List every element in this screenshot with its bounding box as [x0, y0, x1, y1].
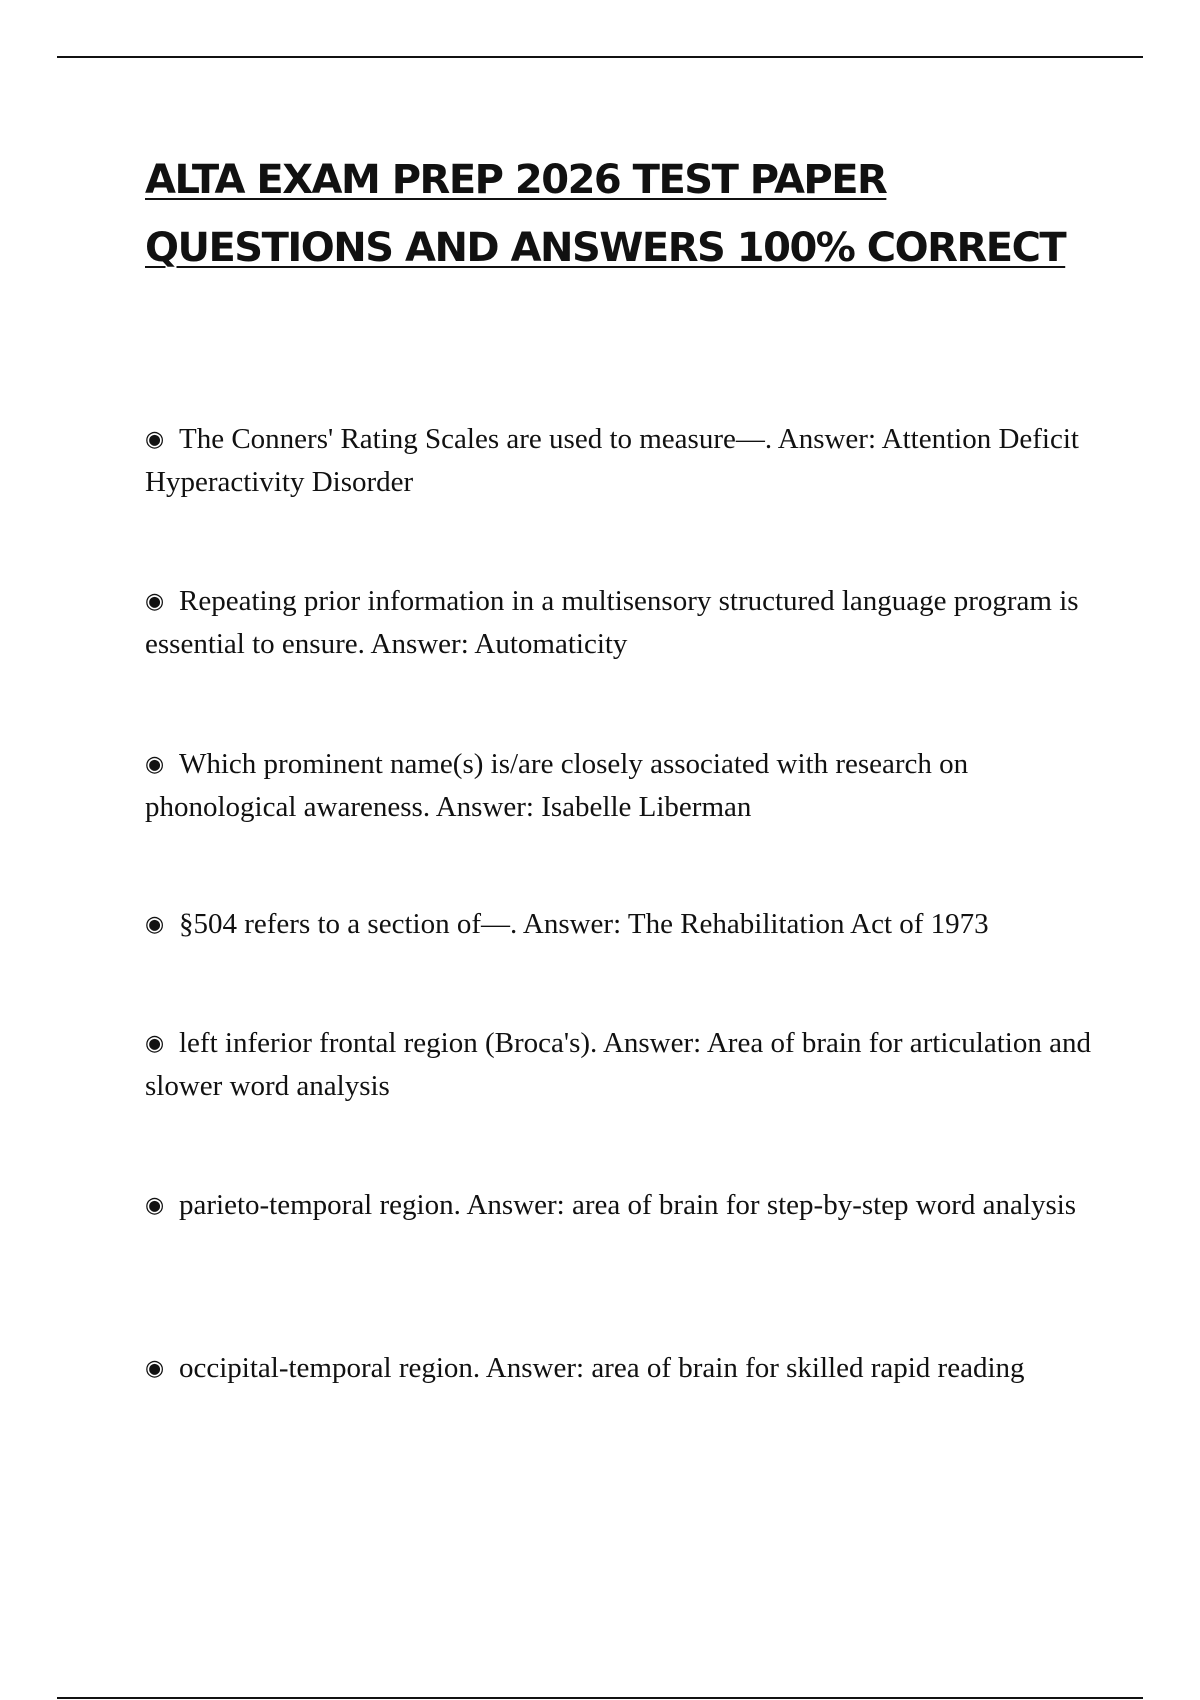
qa-item [145, 1022, 1105, 1107]
qa-item [145, 1347, 1105, 1390]
qa-item-text: §504 refers to a section of—. Answer: The Rehabilitation Act of 1973 [179, 908, 989, 940]
bottom-rule [57, 1697, 1143, 1699]
qa-item [145, 418, 1105, 503]
qa-item [145, 1184, 1105, 1227]
top-rule [57, 56, 1143, 58]
radio-bullet-icon: ◉ [145, 427, 165, 452]
document-title-line-1: ALTA EXAM PREP 2026 TEST PAPER [145, 157, 887, 203]
document-title-line-2: QUESTIONS AND ANSWERS 100% CORRECT [145, 225, 1066, 271]
document-title [145, 146, 1105, 282]
radio-bullet-icon: ◉ [145, 1031, 165, 1056]
qa-item-text: parieto-temporal region. Answer: area of brain for step-by-step word analysis [179, 1189, 1077, 1221]
qa-item-text: Repeating prior information in a multisensory structured language program is essential to ensure. Answer: Automaticity [145, 585, 1079, 660]
qa-item-text: left inferior frontal region (Broca's). Answer: Area of brain for articulation and slower word analysis [145, 1027, 1091, 1102]
qa-item-text: Which prominent name(s) is/are closely associated with research on phonological awareness. Answer: Isabelle Liberman [145, 748, 969, 823]
radio-bullet-icon: ◉ [145, 589, 165, 614]
radio-bullet-icon: ◉ [145, 752, 165, 777]
radio-bullet-icon: ◉ [145, 1356, 165, 1381]
qa-item-text: The Conners' Rating Scales are used to measure—. Answer: Attention Deficit Hyperactivity Disorder [145, 423, 1079, 498]
qa-item [145, 743, 1105, 828]
qa-item [145, 903, 1105, 946]
qa-item-text: occipital-temporal region. Answer: area of brain for skilled rapid reading [179, 1352, 1025, 1384]
radio-bullet-icon: ◉ [145, 1193, 165, 1218]
radio-bullet-icon: ◉ [145, 912, 165, 937]
qa-item [145, 580, 1105, 665]
